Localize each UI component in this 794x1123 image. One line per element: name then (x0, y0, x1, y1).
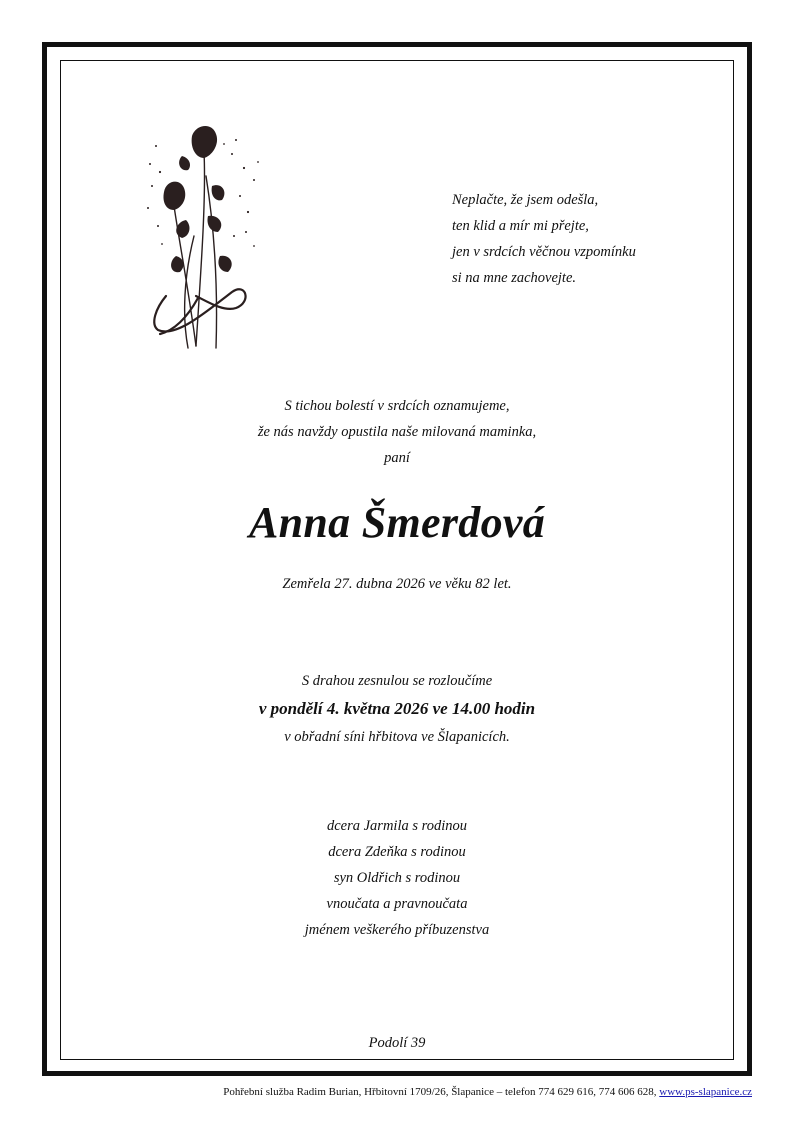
footer-website-link[interactable]: www.ps-slapanice.cz (659, 1086, 752, 1098)
farewell-intro: S drahou zesnulou se rozloučíme (301, 673, 493, 689)
address: Podolí 39 (368, 1035, 426, 1051)
farewell-block (60, 668, 734, 750)
poem-block (452, 187, 712, 291)
family-line: syn Oldřich s rodinou (333, 870, 461, 886)
family-line: dcera Zdeňka s rodinou (328, 844, 466, 860)
announcement-line: paní (384, 450, 410, 466)
family-line: vnoučata a pravnoučata (326, 896, 468, 912)
farewell-place: v obřadní síni hřbitova ve Šlapanicích. (284, 729, 510, 745)
family-line: jménem veškerého příbuzenstva (304, 922, 490, 938)
poem-line: jen v srdcích věčnou vzpomínku (452, 244, 636, 260)
footer-credit (223, 1085, 752, 1099)
deceased-name: Anna Šmerdová (248, 498, 546, 547)
death-note: Zemřela 27. dubna 2026 ve věku 82 let. (282, 576, 512, 592)
farewell-datetime: v pondělí 4. května 2026 ve 14.00 hodin (258, 699, 536, 718)
poem-line: Neplačte, že jsem odešla, (452, 192, 599, 208)
poem-line: si na mne zachovejte. (452, 270, 577, 286)
announcement-line: že nás navždy opustila naše milovaná maminka, (257, 424, 537, 440)
announcement-line: S tichou bolestí v srdcích oznamujeme, (284, 398, 510, 414)
announcement-block (60, 393, 734, 471)
poem-line: ten klid a mír mi přejte, (452, 218, 589, 234)
footer-text: Pohřební služba Radim Burian, Hřbitovní 1709/26, Šlapanice – telefon 774 629 616, 774 606 628, (223, 1086, 657, 1098)
rose-bouquet-icon (136, 116, 276, 356)
family-line: dcera Jarmila s rodinou (326, 818, 468, 834)
family-block (60, 813, 734, 943)
